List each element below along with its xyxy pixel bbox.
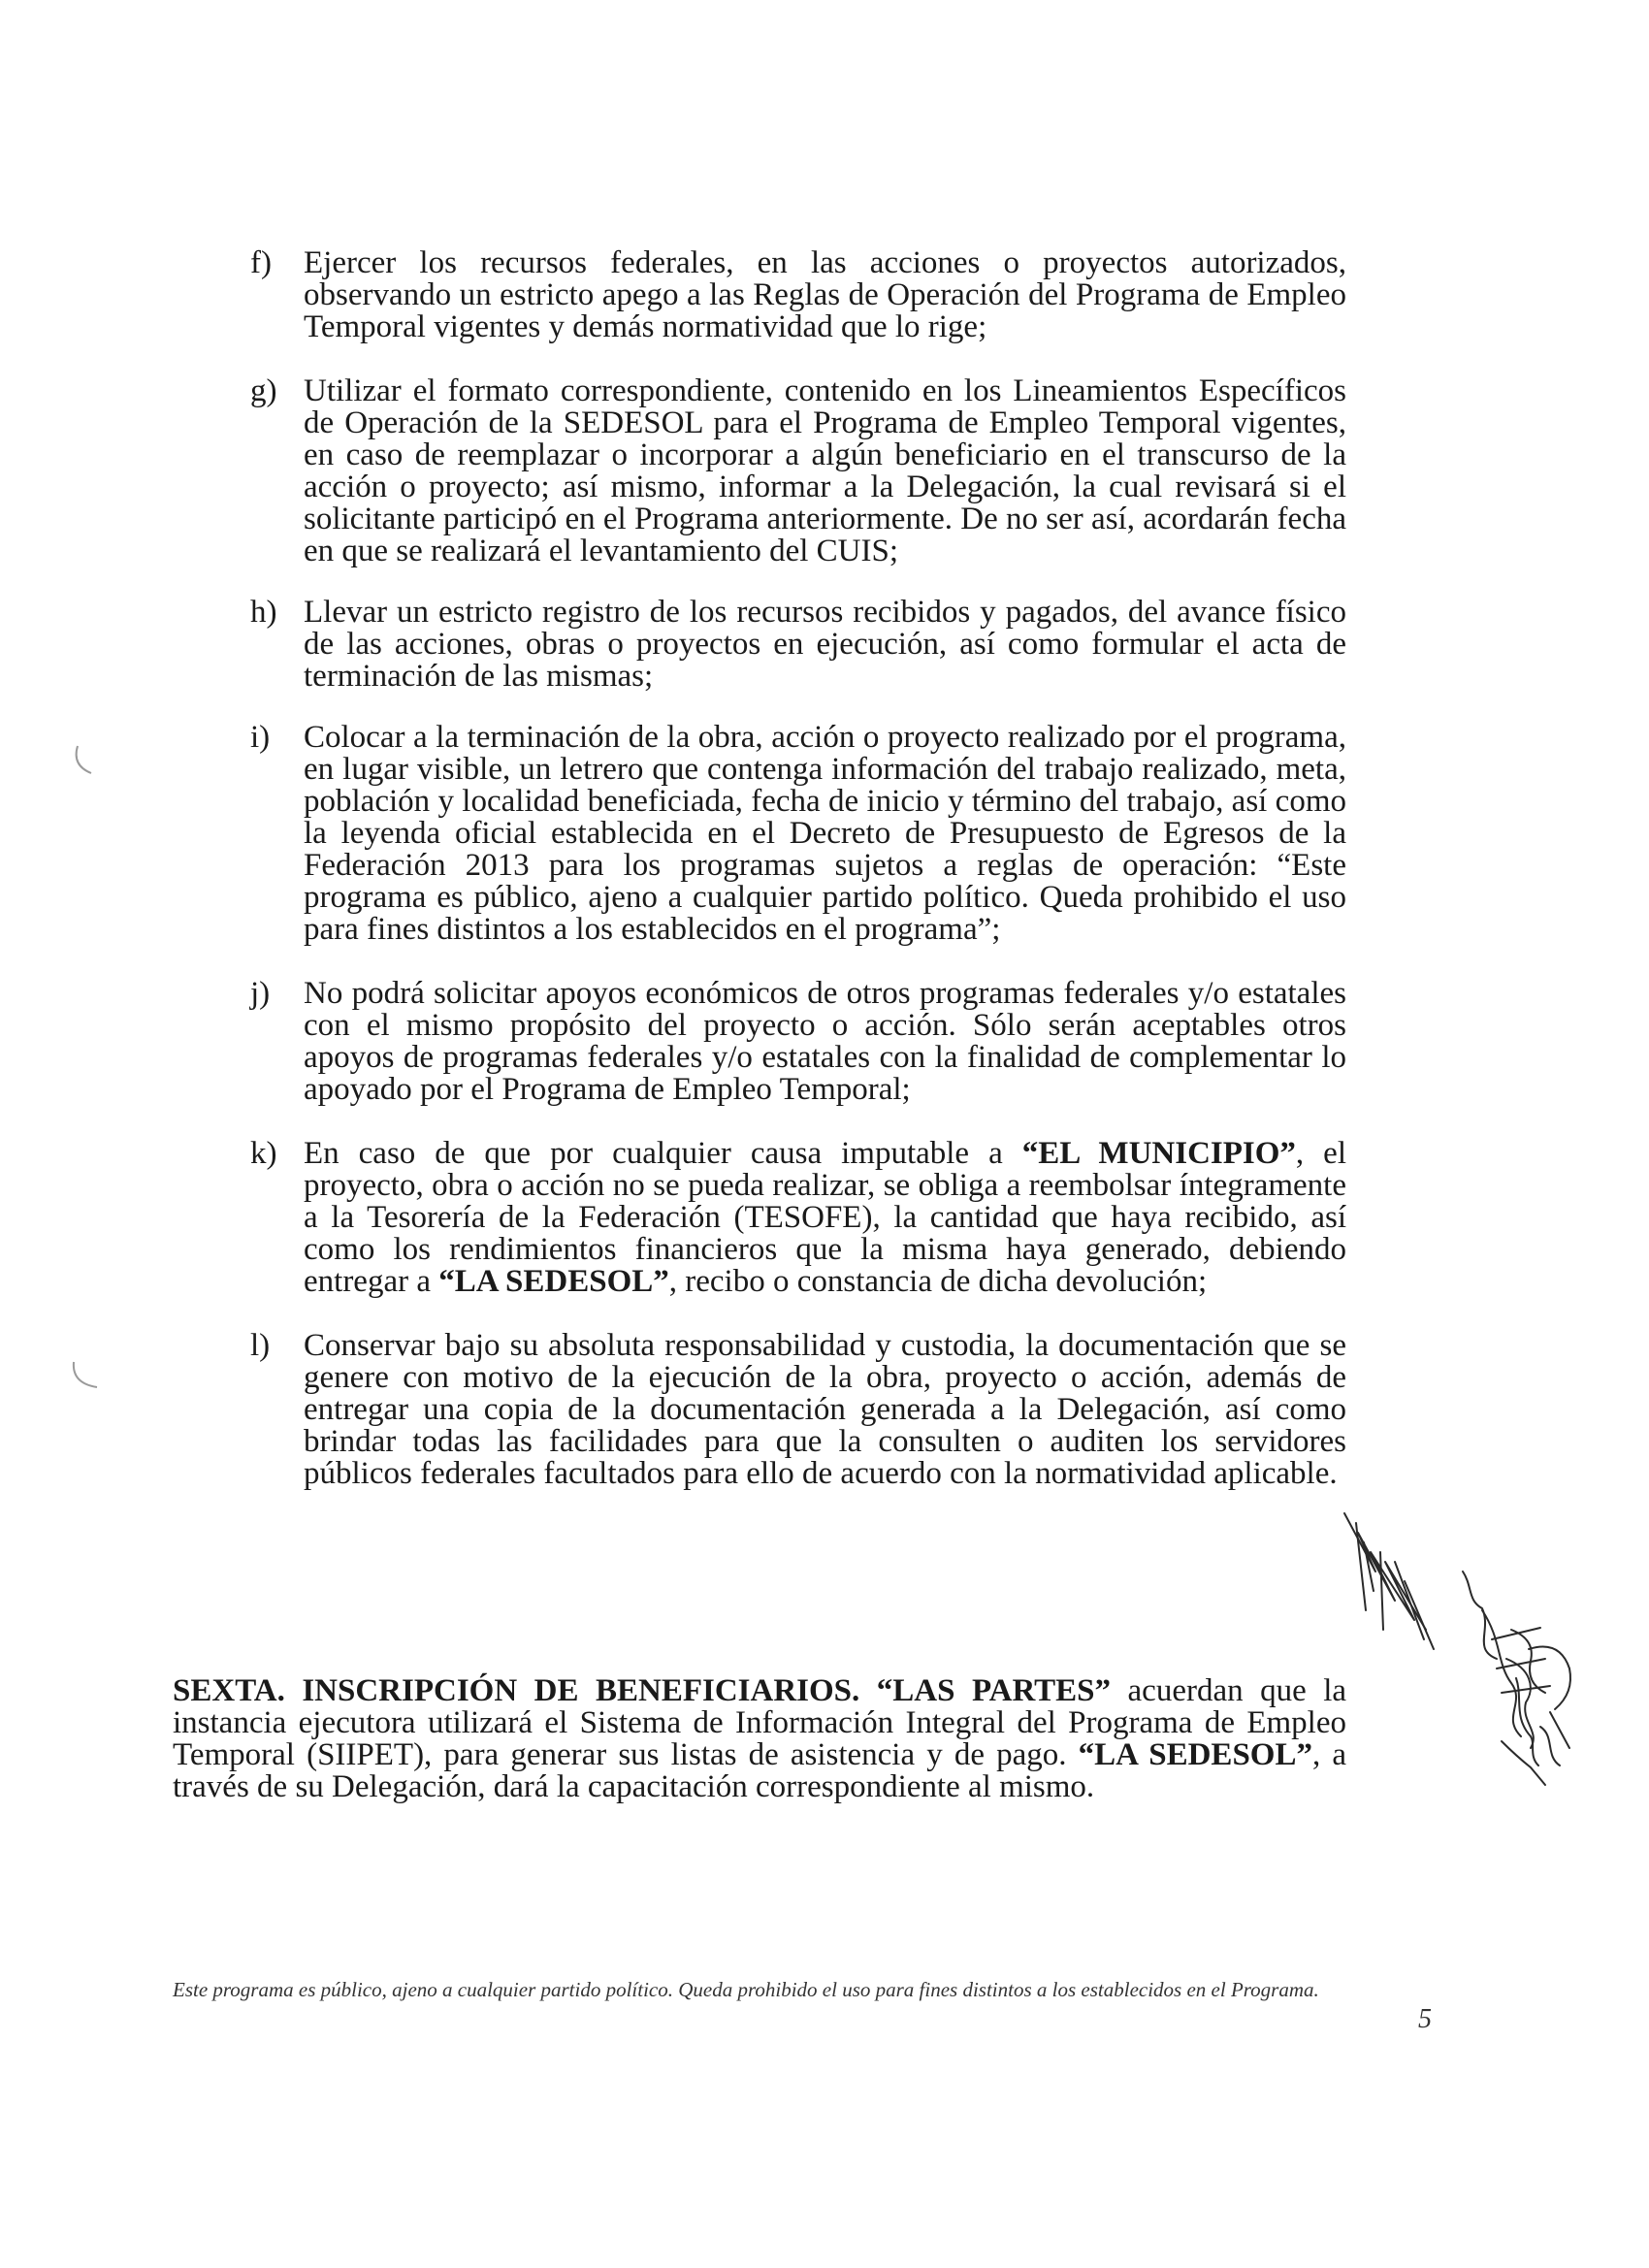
clause-text: , a través de su Delegación, dará la capacitación correspondiente al mismo. — [173, 1737, 1346, 1804]
party-name-partes: “LAS PARTES” — [876, 1673, 1112, 1708]
clause-text: acuerdan que la instancia ejecutora utilizará el Sistema de Información Integral del Programa de Empleo Temporal (SIIPET), para generar sus listas de asistencia y de pago. — [173, 1673, 1347, 1772]
party-name-municipio: “EL MUNICIPIO” — [1021, 1136, 1296, 1171]
item-letter: f) — [250, 245, 272, 280]
handwritten-signature — [1337, 1494, 1599, 1833]
list-item — [250, 1330, 1346, 1490]
item-letter: h) — [250, 595, 277, 630]
party-name-sedesol: “LA SEDESOL” — [1078, 1737, 1312, 1772]
list-item — [250, 247, 1346, 343]
item-text: No podrá solicitar apoyos económicos de otros programas federales y/o estatales con el mismo propósito del proyecto o acción. Sólo serán aceptables otros apoyos de programas federales y/o estatales con la finalidad de complementar lo apoyado por el Programa de Empleo Temporal; — [304, 976, 1346, 1107]
item-text-part: En caso de que por cualquier causa imputable a — [304, 1136, 1022, 1171]
item-text: Utilizar el formato correspondiente, contenido en los Lineamientos Específicos de Operación de la SEDESOL para el Programa de Empleo Temporal vigentes, en caso de reemplazar o incorporar a algún beneficiario en el transcurso de la acción o proyecto; así mismo, informar a la Delegación, la cual revisará si el solicitante participó en el Programa anteriormente. De no ser así, acordarán fecha en que se realizará el levantamiento del CUIS; — [304, 373, 1346, 568]
item-text: Conservar bajo su absoluta responsabilidad y custodia, la documentación que se genere con motivo de la ejecución de la obra, proyecto o acción, además de entregar una copia de la documentación generada a la Delegación, así como brindar todas las facilidades para que la consulten o auditen los servidores públicos federales facultados para ello de acuerdo con la normatividad aplicable. — [304, 1328, 1346, 1491]
item-text — [304, 1138, 1346, 1298]
list-item — [250, 597, 1346, 693]
obligations-list — [250, 247, 1346, 1490]
scan-mark — [66, 742, 105, 781]
scan-mark — [66, 1358, 105, 1397]
item-text: Ejercer los recursos federales, en las acciones o proyectos autorizados, observando un estricto apego a las Reglas de Operación del Programa de Empleo Temporal vigentes y demás normatividad que lo rige; — [304, 245, 1346, 344]
item-text: Colocar a la terminación de la obra, acción o proyecto realizado por el programa, en lugar visible, un letrero que contenga información del trabajo realizado, meta, población y localidad beneficiada, fecha de inicio y término del trabajo, así como la leyenda oficial establecida en el Decreto de Presupuesto de Egresos de la Federación 2013 para los programas sujetos a reglas de operación: “Este programa es público, ajeno a cualquier partido político. Queda prohibido el uso para fines distintos a los establecidos en el programa”; — [304, 720, 1346, 947]
list-item — [250, 1138, 1346, 1298]
item-letter: j) — [250, 976, 271, 1011]
page-number: 5 — [1418, 2004, 1432, 2034]
item-letter: l) — [250, 1328, 271, 1363]
footer-legend: Este programa es público, ajeno a cualquier partido político. Queda prohibido el uso para fines distintos a los establecidos en el Programa. — [173, 1978, 1319, 2001]
clause-heading: SEXTA. INSCRIPCIÓN DE BENEFICIARIOS. — [173, 1673, 860, 1708]
item-text-part: , el proyecto, obra o acción no se pueda realizar, se obliga a reembolsar íntegramente a la Tesorería de la Federación (TESOFE), la cantidad que haya recibido, así como los rendimientos financieros que la misma haya generado, debiendo entregar a — [304, 1136, 1346, 1299]
clause-sexta — [173, 1675, 1346, 1803]
item-text: Llevar un estricto registro de los recursos recibidos y pagados, del avance físico de las acciones, obras o proyectos en ejecución, así como formular el acta de terminación de las mismas; — [304, 595, 1346, 694]
party-name-sedesol: “LA SEDESOL” — [438, 1264, 669, 1299]
list-item — [250, 722, 1346, 946]
list-item — [250, 375, 1346, 567]
item-letter: k) — [250, 1136, 277, 1171]
item-letter: g) — [250, 373, 277, 408]
item-letter: i) — [250, 720, 271, 755]
item-text-part: , recibo o constancia de dicha devolución; — [668, 1264, 1208, 1299]
list-item — [250, 978, 1346, 1106]
